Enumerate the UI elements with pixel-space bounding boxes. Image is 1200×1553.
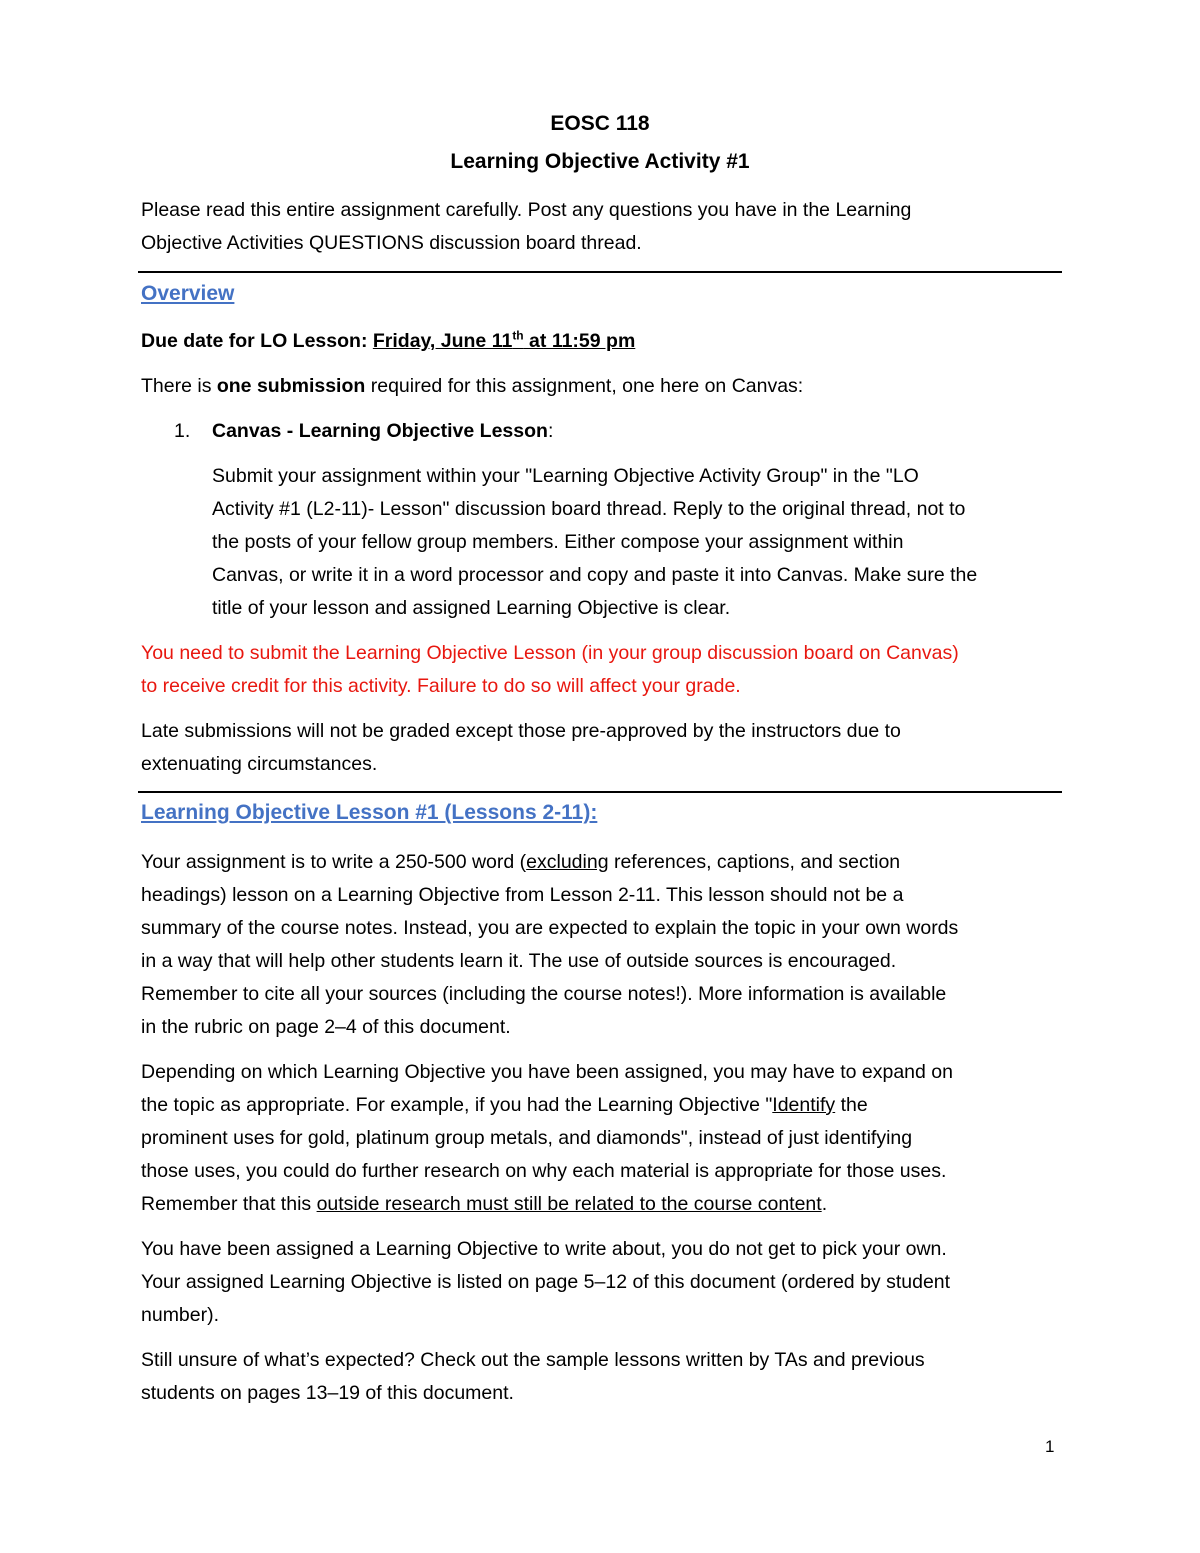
submit-line: Submit your assignment within your "Learning Objective Activity Group" in the "LO: [212, 465, 919, 487]
assignment-paragraph-line: number).: [141, 1304, 220, 1326]
lesson-paragraph-line: summary of the course notes. Instead, you are expected to explain the topic in your own words: [141, 917, 959, 939]
submit-line: the posts of your fellow group members. Either compose your assignment within: [212, 531, 904, 553]
intro-line-2: Objective Activities QUESTIONS discussion board thread.: [141, 232, 642, 254]
assignment-paragraph-line: Your assigned Learning Objective is listed on page 5–12 of this document (ordered by student: [141, 1271, 951, 1293]
example-paragraph-line: those uses, you could do further research on why each material is appropriate for those uses.: [141, 1160, 947, 1182]
outside-research-emphasis: outside research must still be related to the course content: [316, 1193, 822, 1215]
overview-heading: Overview: [141, 282, 235, 305]
lesson-heading: Learning Objective Lesson #1 (Lessons 2-11):: [141, 801, 598, 824]
late-policy-line: extenuating circumstances.: [141, 753, 378, 775]
page-number: 1: [1045, 1437, 1055, 1456]
samples-paragraph-line: students on pages 13–19 of this document.: [141, 1382, 514, 1404]
warning-line: You need to submit the Learning Objective Lesson (in your group discussion board on Canvas): [141, 642, 959, 664]
example-paragraph-line: the topic as appropriate. For example, if you had the Learning Objective "Identify the: [141, 1094, 868, 1116]
due-date-label: Due date for LO Lesson:: [141, 330, 373, 352]
page-title: Learning Objective Activity #1: [450, 150, 750, 173]
lesson-paragraph-line: in the rubric on page 2–4 of this document.: [141, 1016, 511, 1038]
lesson-paragraph-line: headings) lesson on a Learning Objective from Lesson 2-11. This lesson should not be a: [141, 884, 904, 906]
one-submission-emphasis: one submission: [216, 375, 366, 397]
lesson-paragraph-line: Remember to cite all your sources (including the course notes!). More information is available: [141, 983, 947, 1005]
section-divider: [138, 271, 1062, 273]
lesson-paragraph-line: Your assignment is to write a 250-500 word (excluding references, captions, and section: [141, 851, 901, 873]
example-paragraph-line: Depending on which Learning Objective you have been assigned, you may have to expand on: [141, 1061, 953, 1083]
submit-line: Canvas, or write it in a word processor and copy and paste it into Canvas. Make sure the: [212, 564, 978, 586]
warning-line: to receive credit for this activity. Failure to do so will affect your grade.: [141, 675, 741, 697]
course-code: EOSC 118: [550, 112, 650, 135]
submit-line: title of your lesson and assigned Learning Objective is clear.: [212, 597, 731, 619]
due-date-line: [141, 329, 635, 353]
identify-emphasis: Identify: [772, 1094, 836, 1116]
due-date-value: Friday, June 11th at 11:59 pm: [372, 328, 636, 352]
assignment-paragraph-line: You have been assigned a Learning Objective to write about, you do not get to pick your own.: [141, 1238, 947, 1260]
list-number: 1.: [174, 420, 191, 442]
example-paragraph-line: Remember that this outside research must still be related to the course content.: [141, 1193, 828, 1215]
intro-line-1: Please read this entire assignment carefully. Post any questions you have in the Learning: [141, 199, 912, 221]
samples-paragraph-line: Still unsure of what’s expected? Check out the sample lessons written by TAs and previous: [141, 1349, 925, 1371]
section-divider: [138, 791, 1062, 793]
submission-line: There is one submission required for this assignment, one here on Canvas:: [141, 375, 804, 397]
late-policy-line: Late submissions will not be graded except those pre-approved by the instructors due to: [141, 720, 901, 742]
lesson-paragraph-line: in a way that will help other students learn it. The use of outside sources is encouraged.: [141, 950, 897, 972]
list-item-canvas: Canvas - Learning Objective Lesson:: [212, 420, 554, 442]
excluding-emphasis: excluding: [526, 851, 609, 873]
example-paragraph-line: prominent uses for gold, platinum group metals, and diamonds", instead of just identifying: [141, 1127, 913, 1149]
submit-line: Activity #1 (L2-11)- Lesson" discussion board thread. Reply to the original thread, not to: [212, 498, 966, 520]
